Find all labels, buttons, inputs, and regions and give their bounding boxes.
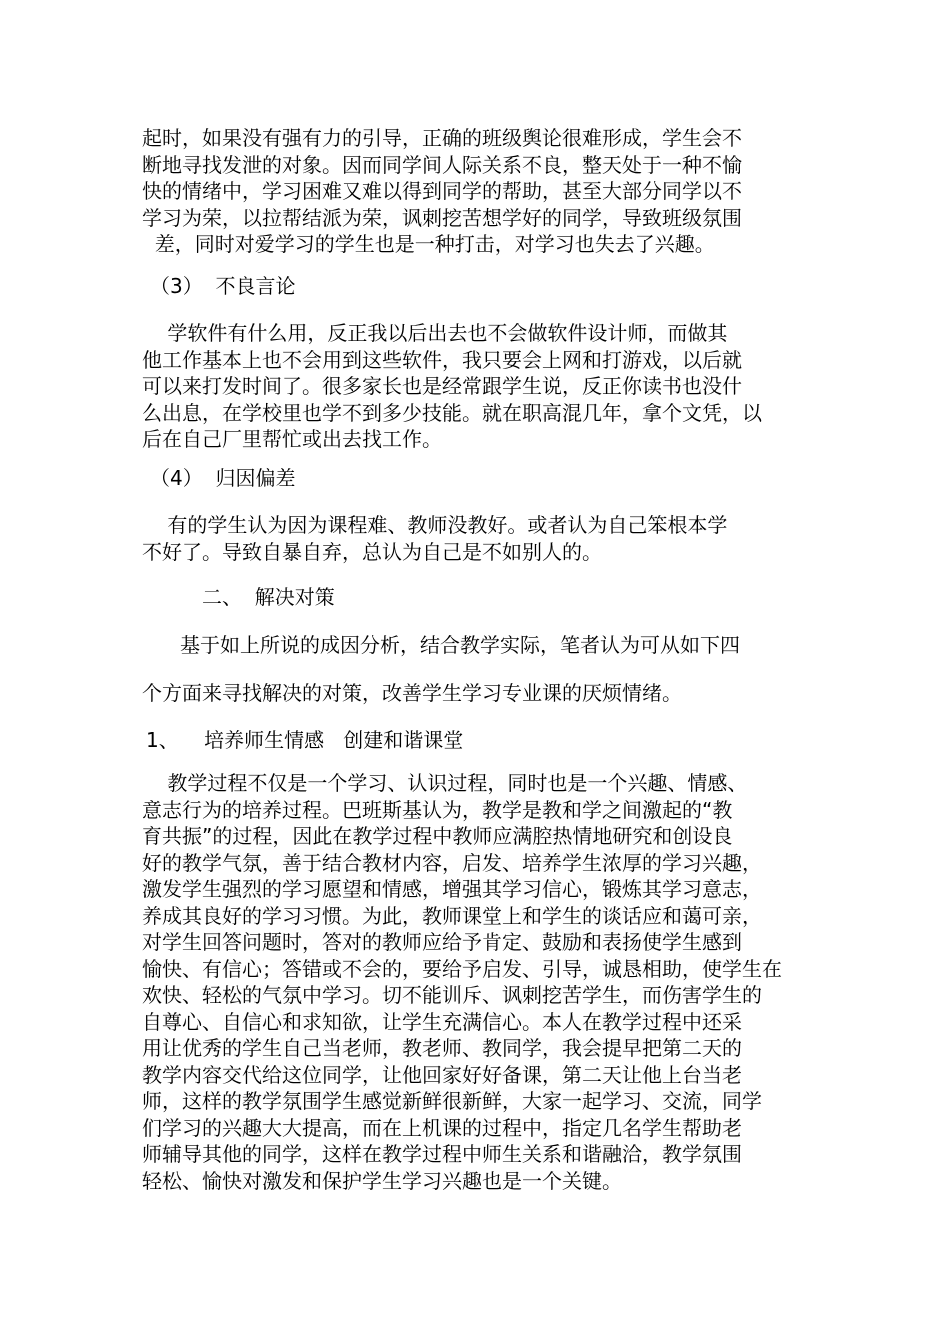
text-line: 有的学生认为因为课程难、教师没教好。或者认为自己笨根本学 bbox=[142, 513, 728, 537]
text-line: 好的教学气氛，善于结合教材内容，启发、培养学生浓厚的学习兴趣， bbox=[142, 850, 762, 875]
text-line: 轻松、愉快对激发和保护学生学习兴趣也是一个关键。 bbox=[142, 1168, 622, 1193]
text-line: 教学内容交代给这位同学，让他回家好好备课，第二天让他上台当老 bbox=[142, 1062, 742, 1087]
text-line: 差，同时对爱学习的学生也是一种打击，对学习也失去了兴趣。 bbox=[142, 232, 715, 256]
text-line: 么出息，在学校里也学不到多少技能。就在职高混几年，拿个文凭，以 bbox=[142, 400, 762, 425]
text-line: 他工作基本上也不会用到这些软件，我只要会上网和打游戏，以后就 bbox=[142, 347, 742, 372]
text-line: 快的情绪中，学习困难又难以得到同学的帮助，甚至大部分同学以不 bbox=[142, 179, 742, 203]
text-line: 激发学生强烈的学习愿望和情感，增强其学习信心，锻炼其学习意志， bbox=[142, 877, 762, 901]
text-line: 育共振”的过程，因此在教学过程中教师应满腔热情地研究和创设良 bbox=[142, 824, 733, 848]
intro-line-2: 个方面来寻找解决的对策，改善学生学习专业课的厌烦情绪。 bbox=[142, 681, 682, 705]
text-line: 师，这样的教学氛围学生感觉新鲜很新鲜，大家一起学习、交流，同学 bbox=[142, 1089, 762, 1113]
text-line: 断地寻找发泄的对象。因而同学间人际关系不良，整天处于一种不愉 bbox=[142, 152, 742, 177]
text-line: 起时，如果没有强有力的引导，正确的班级舆论很难形成，学生会不 bbox=[142, 126, 742, 150]
text-line: 后在自己厂里帮忙或出去找工作。 bbox=[142, 427, 442, 451]
text-line: 们学习的兴趣大大提高，而在上机课的过程中，指定几名学生帮助老 bbox=[142, 1115, 742, 1140]
text-line: 可以来打发时间了。很多家长也是经常跟学生说，反正你读书也没什 bbox=[142, 374, 742, 398]
text-line: 用让优秀的学生自己当老师，教老师、教同学，我会提早把第二天的 bbox=[142, 1036, 742, 1060]
heading-attribution-bias: （4） 归因偏差 bbox=[150, 466, 296, 490]
paragraph-bad-remarks bbox=[142, 320, 810, 453]
text-line: 自尊心、自信心和求知欲，让学生充满信心。本人在教学过程中还采 bbox=[142, 1009, 742, 1034]
text-line: 教学过程不仅是一个学习、认识过程，同时也是一个兴趣、情感、 bbox=[142, 771, 748, 795]
subheading-teacher-student-relationship: 1、 培养师生情感 创建和谐课堂 bbox=[146, 728, 464, 752]
text-line: 愉快、有信心；答错或不会的，要给予启发、引导，诚恳相助，使学生在 bbox=[142, 956, 782, 981]
text-line: 对学生回答问题时，答对的教师应给予肯定、鼓励和表扬使学生感到 bbox=[142, 930, 742, 954]
section-heading-solutions: 二、 解决对策 bbox=[202, 585, 335, 609]
text-line: 欢快、轻松的气氛中学习。切不能训斥、讽刺挖苦学生，而伤害学生的 bbox=[142, 983, 762, 1007]
paragraph-teaching-process bbox=[142, 770, 810, 1194]
text-line: 师辅导其他的同学，这样在教学过程中师生关系和谐融洽，教学氛围 bbox=[142, 1142, 742, 1166]
text-line: 学软件有什么用，反正我以后出去也不会做软件设计师，而做其 bbox=[142, 321, 728, 345]
text-line: 意志行为的培养过程。巴班斯基认为，教学是教和学之间激起的“教 bbox=[142, 797, 733, 822]
heading-bad-remarks: （3） 不良言论 bbox=[150, 274, 296, 298]
text-line: 养成其良好的学习习惯。为此，教师课堂上和学生的谈话应和蔼可亲， bbox=[142, 903, 762, 928]
intro-line-1: 基于如上所说的成因分析，结合教学实际，笔者认为可从如下四 bbox=[180, 633, 740, 657]
paragraph-attribution-bias bbox=[142, 512, 810, 565]
paragraph-peer-influence bbox=[142, 125, 810, 258]
text-line: 学习为荣，以拉帮结派为荣，讽刺挖苦想学好的同学，导致班级氛围 bbox=[142, 205, 742, 230]
text-line: 不好了。导致自暴自弃，总认为自己是不如别人的。 bbox=[142, 539, 602, 564]
